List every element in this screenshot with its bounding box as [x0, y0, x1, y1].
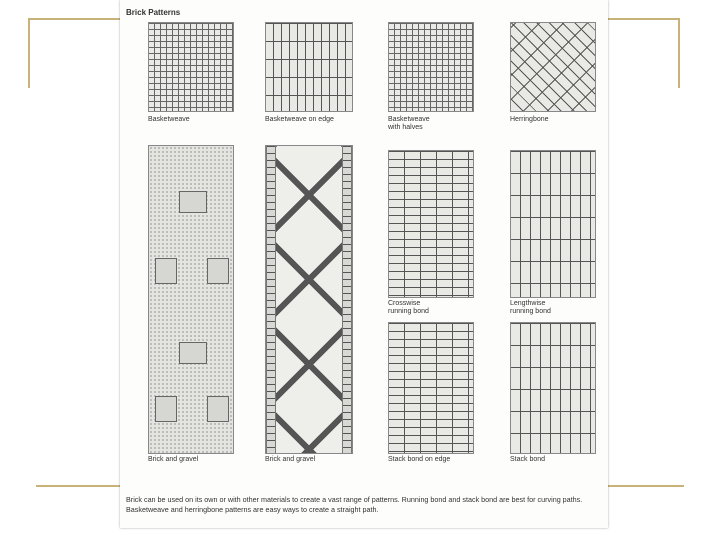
frame-line-bottom-right	[608, 485, 684, 487]
pattern-lengthwise-running-bond	[510, 150, 596, 298]
caption-stack-bond-on-edge: Stack bond on edge	[388, 456, 451, 463]
pattern-basketweave	[148, 22, 234, 112]
caption-basketweave: Basketweave	[148, 116, 190, 123]
caption-brick-and-gravel-2: Brick and gravel	[265, 456, 316, 463]
pattern-basketweave-on-edge	[265, 22, 353, 112]
frame-line-right	[678, 18, 680, 88]
pattern-brick-and-gravel-diamond	[265, 145, 353, 454]
brick-square	[179, 191, 207, 213]
brick-square	[207, 396, 229, 422]
caption-basketweave-on-edge: Basketweave on edge	[265, 116, 334, 123]
frame-line-bottom-left	[36, 485, 120, 487]
brick-square	[179, 342, 207, 364]
footer-paragraph: Brick can be used on its own or with other materials to create a vast range of patterns. Running bond and stack bond are best for curving paths. Basketweave and herringbone patterns are easy ways to create a straight path.	[126, 495, 583, 514]
brick-square	[155, 258, 177, 284]
pattern-brick-and-gravel-squares	[148, 145, 234, 454]
pattern-basketweave-with-halves	[388, 22, 474, 112]
caption-lengthwise-running-bond: Lengthwise running bond	[510, 300, 551, 315]
pattern-stack-bond-on-edge	[388, 322, 474, 454]
caption-brick-and-gravel-1: Brick and gravel	[148, 456, 199, 463]
brick-square	[155, 396, 177, 422]
caption-herringbone: Herringbone	[510, 116, 549, 123]
brick-square	[207, 258, 229, 284]
edge-border-left	[266, 146, 276, 453]
frame-line-top-left	[28, 18, 120, 20]
frame-line-top-right	[608, 18, 680, 20]
caption-basketweave-with-halves: Basketweave with halves	[388, 116, 430, 131]
pattern-herringbone	[510, 22, 596, 112]
page-title: Brick Patterns	[126, 8, 181, 17]
pattern-stack-bond	[510, 322, 596, 454]
edge-border-right	[342, 146, 352, 453]
pattern-crosswise-running-bond	[388, 150, 474, 298]
frame-line-left	[28, 18, 30, 88]
caption-stack-bond: Stack bond	[510, 456, 546, 463]
caption-crosswise-running-bond: Crosswise running bond	[388, 300, 429, 315]
scanned-document-page	[120, 0, 608, 528]
